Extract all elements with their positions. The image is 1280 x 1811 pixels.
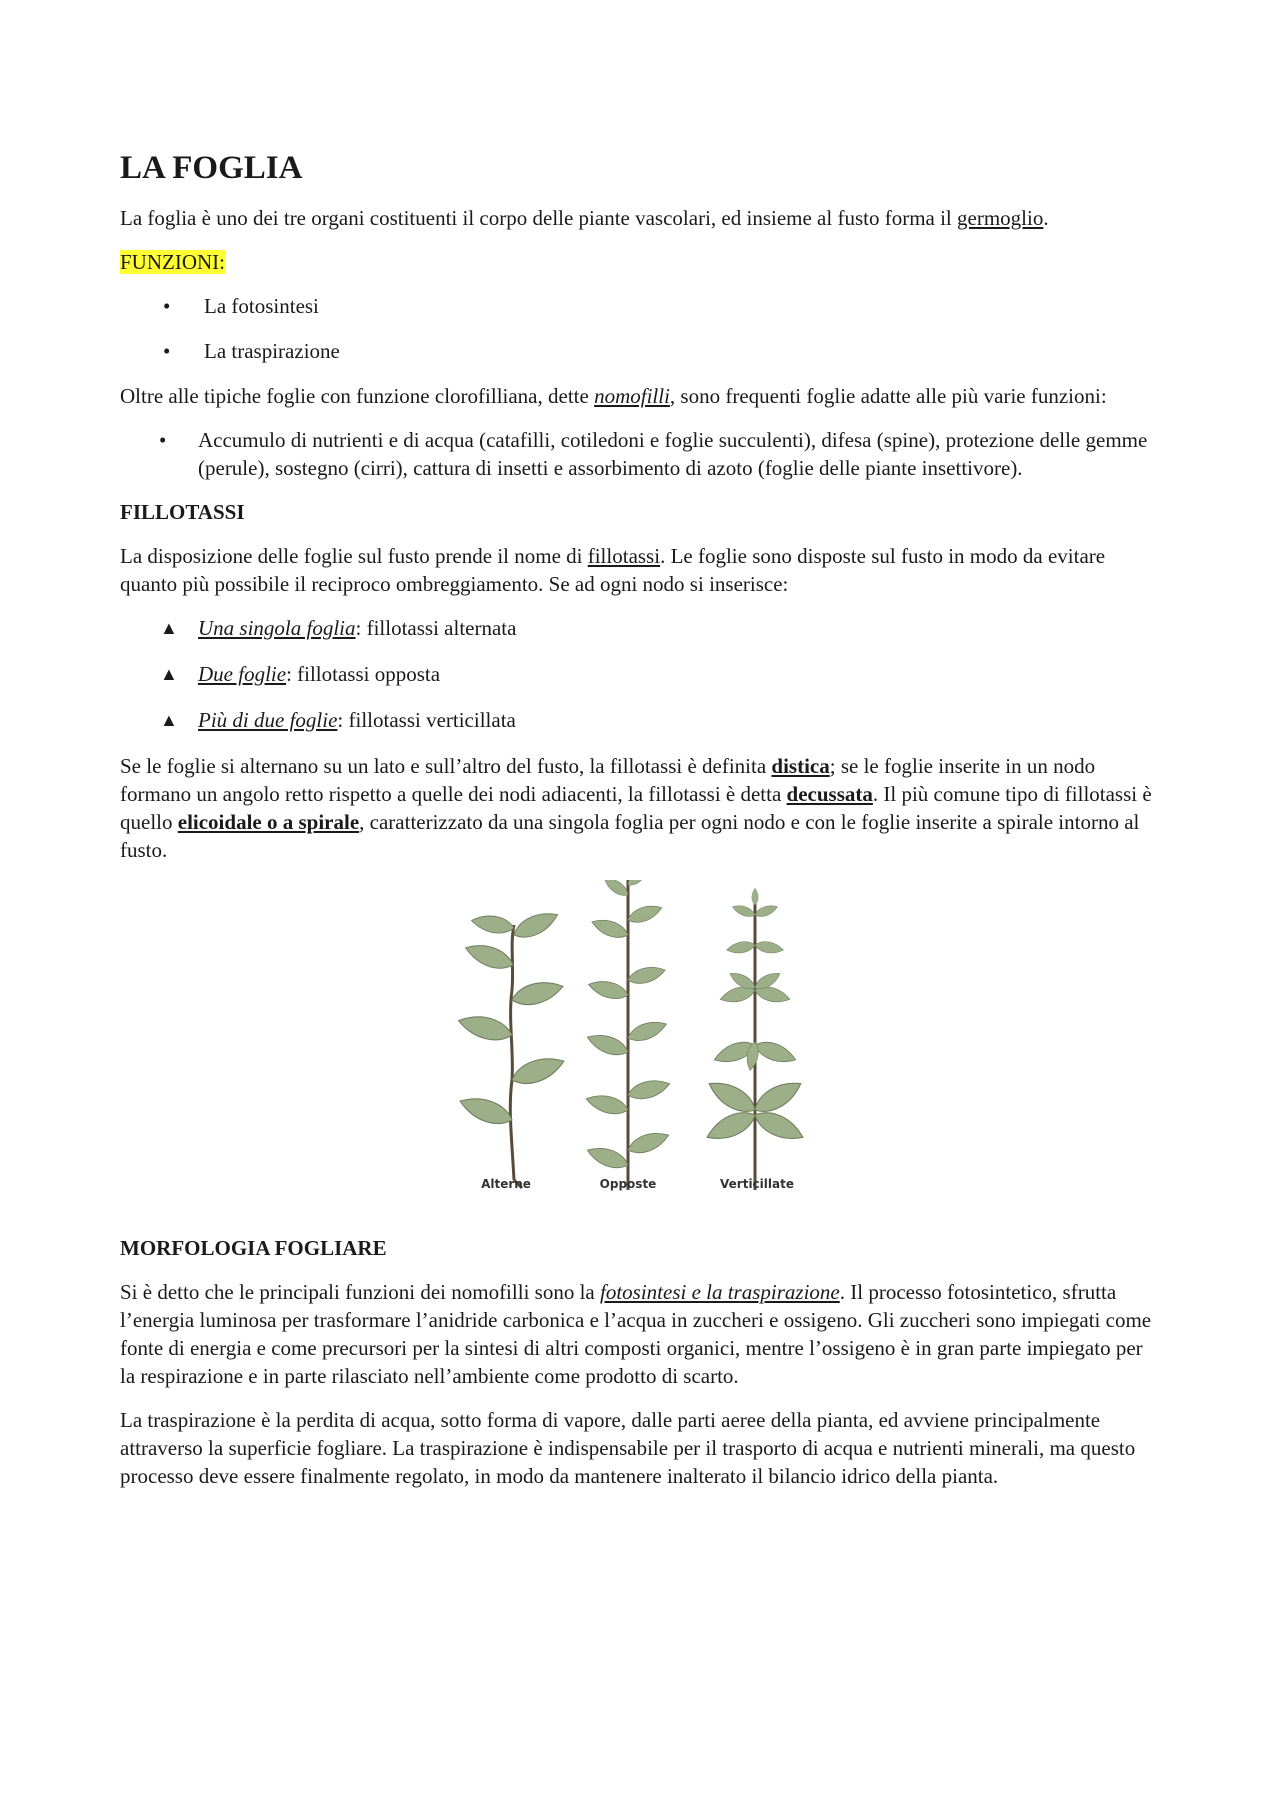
phyllotaxis-figure (120, 880, 1160, 1210)
fillotassi-p1-before: La disposizione delle foglie sul fusto prende il nome di (120, 544, 588, 568)
list-item (120, 660, 1160, 688)
functions-list (120, 292, 1160, 365)
other-functions-list (120, 426, 1160, 482)
fotosintesi-link[interactable]: fotosintesi e la traspirazione (599, 1280, 840, 1304)
morfologia-paragraph-1 (120, 1278, 1160, 1390)
list-item-text: La traspirazione (204, 339, 340, 363)
distica-term: distica (771, 754, 830, 778)
intro-end: . (1043, 206, 1049, 230)
p2-text-g: , caratterizzato da una singola foglia per ogni nodo e con le foglie inserite a spirale intorno al fusto. (120, 810, 1140, 862)
list-item (120, 426, 1160, 482)
fillotassi-paragraph-1 (120, 542, 1160, 598)
germoglio-link[interactable]: germoglio (957, 206, 1044, 230)
list-item-desc: : fillotassi opposta (286, 662, 441, 686)
triangle-bullet-icon: ▲ (160, 710, 178, 730)
page-title: LA FOGLIA (120, 150, 303, 186)
nomofilli-after: , sono frequenti foglie adatte alle più varie funzioni: (669, 384, 1107, 408)
p2-text-a: Se le foglie si alternano su un lato e sull’altro del fusto, la fillotassi è definita (120, 754, 772, 778)
functions-colon: : (219, 250, 225, 274)
triangle-bullet-icon: ▲ (160, 618, 178, 638)
fillotassi-heading: FILLOTASSI (120, 500, 245, 524)
list-item (120, 706, 1160, 734)
bullet-icon: • (163, 339, 171, 363)
list-item-term[interactable]: Più di due foglie (198, 708, 338, 732)
alternate-plant (456, 907, 567, 1188)
fillotassi-p1-after: . Le foglie sono disposte sul fusto in modo da evitare quanto più possibile il reciproco ombreggiamento. Se ad ogni nodo si inserisce: (120, 544, 1106, 596)
morfologia-paragraph-2: La traspirazione è la perdita di acqua, sotto forma di vapore, dalle parti aeree della pianta, ed avviene principalmente attraverso la superficie fogliare. La traspirazione è indispensabile per il trasporto di acqua e nutrienti minerali, ma questo processo deve essere finalmente regolato, in modo da mantenere inalterato il bilancio idrico della pianta. (120, 1408, 1136, 1488)
elicoidale-term: elicoidale o a spirale (177, 810, 360, 834)
bullet-icon: • (163, 294, 171, 318)
p2-text-c: ; se le foglie inserite in un nodo formano un angolo retto rispetto a quelle dei nodi adiacenti, la fillotassi è detta (120, 754, 1096, 806)
triangle-bullet-icon: ▲ (160, 664, 178, 684)
document-content (120, 148, 1160, 1506)
functions-heading (120, 248, 1160, 276)
caption-alterne: Alterne (481, 1177, 531, 1191)
fillotassi-paragraph-2 (120, 752, 1160, 864)
intro-text: La foglia è uno dei tre organi costituenti il corpo delle piante vascolari, ed insieme al fusto forma il (120, 206, 958, 230)
list-item (120, 614, 1160, 642)
morfologia-p1-after: . Il processo fotosintetico, sfrutta l’energia luminosa per trasformare l’anidride carbonica e l’acqua in zuccheri e ossigeno. Gli zuccheri sono impiegati come fonte di energia e come precursori per la sintesi di altri composti organici, mentre l’ossigeno è in gran parte impiegato per la respirazione e in parte rilasciato nell’ambiente come prodotto di scarto. (120, 1280, 1152, 1388)
caption-opposte: Opposte (599, 1177, 657, 1191)
list-item-desc: : fillotassi alternata (355, 616, 517, 640)
decussata-term: decussata (786, 782, 873, 806)
nomofilli-link[interactable]: nomofilli (594, 384, 670, 408)
list-item-text: La fotosintesi (204, 294, 319, 318)
list-item (120, 292, 1160, 320)
opposite-plant (584, 880, 672, 1190)
bullet-icon: • (159, 428, 167, 452)
functions-heading-highlight (120, 250, 225, 274)
list-item (120, 337, 1160, 365)
fillotassi-types-list (120, 614, 1160, 734)
list-item-term[interactable]: Due foglie (198, 662, 287, 686)
morfologia-heading: MORFOLOGIA FOGLIARE (120, 1236, 387, 1260)
fillotassi-link[interactable]: fillotassi (587, 544, 661, 568)
list-item-desc: : fillotassi verticillata (337, 708, 516, 732)
functions-heading-text: FUNZIONI (120, 250, 220, 274)
intro-paragraph (120, 204, 1160, 232)
caption-verticillate: Verticillate (720, 1177, 794, 1191)
phyllotaxis-illustration (442, 880, 842, 1200)
list-item-text: Accumulo di nutrienti e di acqua (catafilli, cotiledoni e foglie succulenti), difesa (spine), protezione delle gemme (perule), sostegno (cirri), cattura di insetti e assorbimento di azoto (foglie delle piante insettivore). (198, 428, 1148, 480)
whorled-plant (703, 888, 807, 1190)
morfologia-p1-before: Si è detto che le principali funzioni dei nomofilli sono la (120, 1280, 600, 1304)
nomofilli-paragraph (120, 382, 1160, 410)
list-item-term[interactable]: Una singola foglia (198, 616, 356, 640)
nomofilli-before: Oltre alle tipiche foglie con funzione clorofilliana, dette (120, 384, 595, 408)
p2-text-e: . Il più comune tipo di fillotassi è quello (120, 782, 1152, 834)
